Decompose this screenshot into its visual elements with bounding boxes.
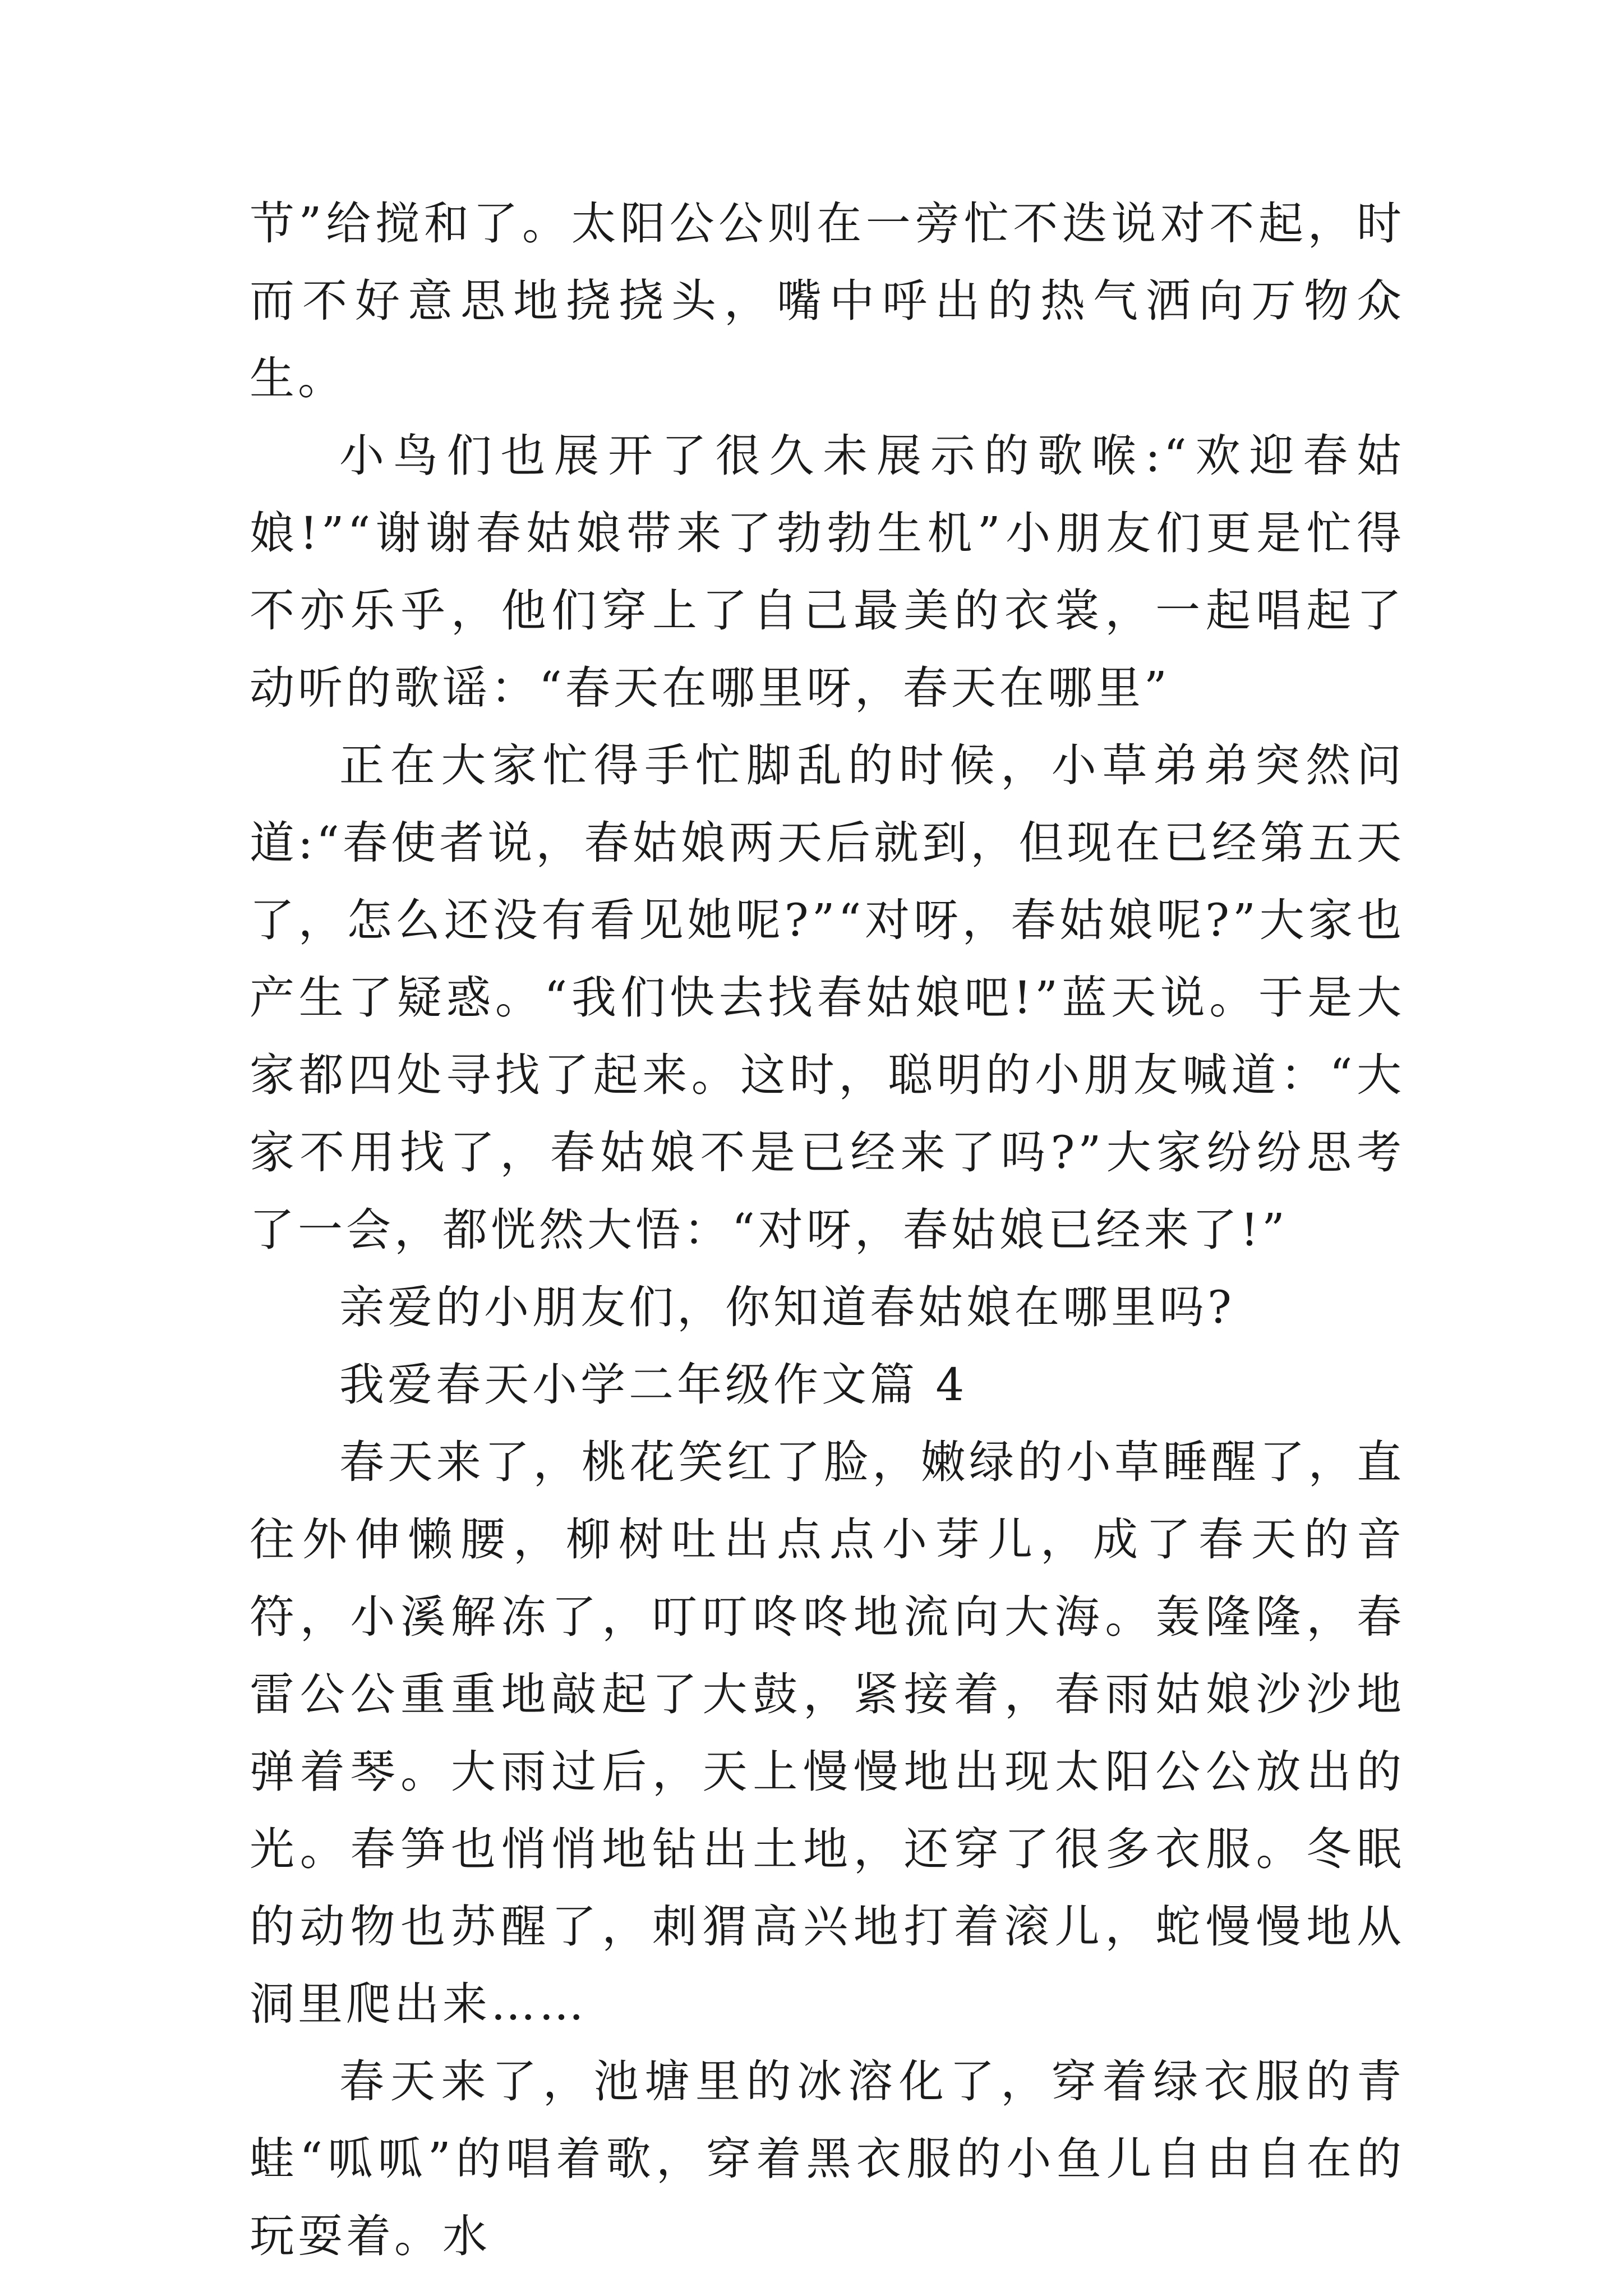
section-heading: 我爱春天小学二年级作文篇 4 — [339, 1359, 968, 1411]
paragraph-2: 小鸟们也展开了很久未展示的歌喉:“欢迎春姑娘!”“谢谢春姑娘带来了勃勃生机”小朋友们更是忙得不亦乐乎，他们穿上了自己最美的衣裳，一起唱起了动听的歌谣：“春天在哪里呀，春天在哪里” — [250, 430, 1405, 714]
paragraph-5: 春天来了，桃花笑红了脸，嫩绿的小草睡醒了，直往外伸懒腰，柳树吐出点点小芽儿，成了春天的音符，小溪解冻了，叮叮咚咚地流向大海。轰隆隆，春雷公公重重地敲起了大鼓，紧接着，春雨姑娘沙沙地弹着琴。大雨过后，天上慢慢地出现太阳公公放出的光。春笋也悄悄地钻出土地，还穿了很多衣服。冬眠的动物也苏醒了，刺猬高兴地打着滚儿，蛇慢慢地从洞里爬出来…… — [250, 1436, 1405, 2030]
paragraph-1: 节”给搅和了。太阳公公则在一旁忙不迭说对不起，时而不好意思地挠挠头，嘴中呼出的热气洒向万物众生。 — [250, 197, 1405, 404]
document-body — [250, 185, 1405, 2275]
paragraph-3: 正在大家忙得手忙脚乱的时候，小草弟弟突然问道:“春使者说，春姑娘两天后就到，但现在已经第五天了，怎么还没有看见她呢?”“对呀，春姑娘呢?”大家也产生了疑惑。“我们快去找春姑娘吧!”蓝天说。于是大家都四处寻找了起来。这时，聪明的小朋友喊道：“大家不用找了，春姑娘不是已经来了吗?”大家纷纷思考了一会，都恍然大悟：“对呀，春姑娘已经来了!” — [250, 739, 1405, 1256]
paragraph-4: 亲爱的小朋友们，你知道春姑娘在哪里吗? — [339, 1281, 1235, 1333]
paragraph-6: 春天来了，池塘里的冰溶化了，穿着绿衣服的青蛙“呱呱”的唱着歌，穿着黑衣服的小鱼儿自由自在的玩耍着。水 — [250, 2055, 1405, 2262]
